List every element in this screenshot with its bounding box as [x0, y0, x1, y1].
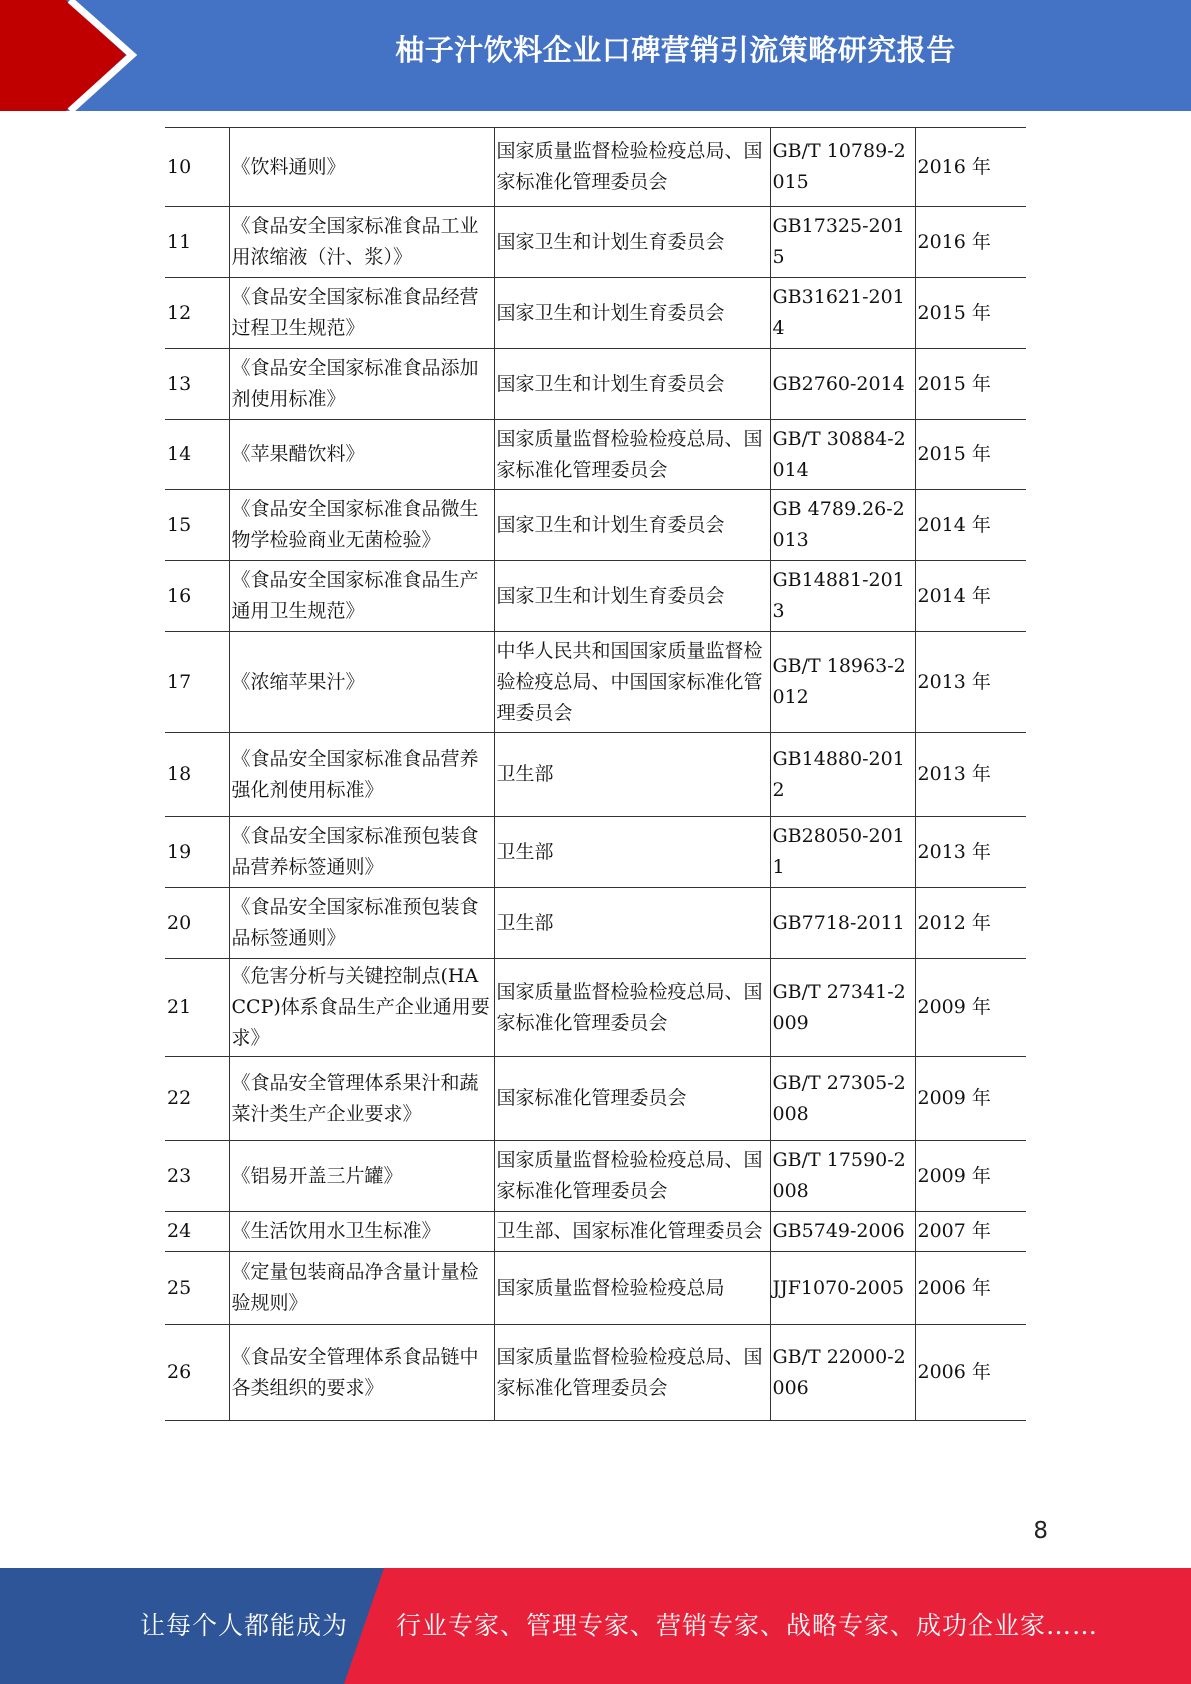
issuing-authority: 国家质量监督检验检疫总局、国家标准化管理委员会	[494, 128, 770, 207]
standard-name: 《定量包装商品净含量计量检验规则》	[229, 1252, 494, 1325]
issuing-authority: 国家质量监督检验检疫总局	[494, 1252, 770, 1325]
implementation-year: 2013 年	[915, 817, 1026, 888]
row-number: 18	[165, 733, 229, 817]
row-number: 10	[165, 128, 229, 207]
row-number	[165, 1212, 229, 1252]
issuing-authority: 国家质量监督检验检疫总局、国家标准化管理委员会	[494, 420, 770, 490]
standard-name: 《食品安全国家标准食品经营过程卫生规范》	[229, 278, 494, 349]
standard-code: GB/T 10789-2015	[770, 128, 915, 207]
standard-name: 《铝易开盖三片罐》	[229, 1141, 494, 1212]
row-number: 26	[165, 1325, 229, 1421]
standard-code: GB14881-2013	[770, 561, 915, 632]
standard-name	[229, 1212, 494, 1252]
footer-slogan-left: 让每个人都能成为	[140, 1611, 349, 1640]
issuing-authority: 国家质量监督检验检疫总局、国家标准化管理委员会	[494, 1141, 770, 1212]
standard-name: 《食品安全国家标准食品添加剂使用标准》	[229, 349, 494, 420]
table-row	[165, 1141, 1026, 1212]
table-row	[165, 632, 1026, 733]
standard-code: GB/T 27305-2008	[770, 1057, 915, 1141]
implementation-year: 2013 年	[915, 632, 1026, 733]
implementation-year: 2009 年	[915, 959, 1026, 1057]
table-row	[165, 1057, 1026, 1141]
table-row	[165, 278, 1026, 349]
issuing-authority: 国家卫生和计划生育委员会	[494, 207, 770, 278]
implementation-year: 2015 年	[915, 278, 1026, 349]
standard-code: GB7718-2011	[770, 888, 915, 959]
implementation-year: 2009 年	[915, 1141, 1026, 1212]
footer-slogan-right: 行业专家、管理专家、营销专家、战略专家、成功企业家……	[396, 1611, 1099, 1640]
implementation-year: 2014 年	[915, 561, 1026, 632]
row-number: 16	[165, 561, 229, 632]
standard-code: GB/T 30884-2014	[770, 420, 915, 490]
standard-code: GB/T 17590-2008	[770, 1141, 915, 1212]
table-row	[165, 817, 1026, 888]
implementation-year: 2015 年	[915, 349, 1026, 420]
implementation-year: 2016 年	[915, 207, 1026, 278]
standard-name: 《苹果醋饮料》	[229, 420, 494, 490]
standard-name: 《食品安全国家标准食品微生物学检验商业无菌检验》	[229, 490, 494, 561]
row-number: 21	[165, 959, 229, 1057]
row-number: 20	[165, 888, 229, 959]
standard-code: GB2760-2014	[770, 349, 915, 420]
table-row	[165, 207, 1026, 278]
issuing-authority: 卫生部	[494, 888, 770, 959]
table-row	[165, 1252, 1026, 1325]
standard-name: 《食品安全国家标准预包装食品营养标签通则》	[229, 817, 494, 888]
cell-text: GB5749-2006	[772, 1220, 905, 1242]
row-number: 23	[165, 1141, 229, 1212]
standard-name: 《食品安全国家标准食品生产通用卫生规范》	[229, 561, 494, 632]
issuing-authority: 国家质量监督检验检疫总局、国家标准化管理委员会	[494, 959, 770, 1057]
table-row	[165, 959, 1026, 1057]
issuing-authority: 卫生部	[494, 817, 770, 888]
standard-name: 《浓缩苹果汁》	[229, 632, 494, 733]
implementation-year: 2006 年	[915, 1252, 1026, 1325]
table-row	[165, 1212, 1026, 1252]
standard-code: GB14880-2012	[770, 733, 915, 817]
table-row	[165, 128, 1026, 207]
row-number: 15	[165, 490, 229, 561]
issuing-authority: 中华人民共和国国家质量监督检验检疫总局、中国国家标准化管理委员会	[494, 632, 770, 733]
issuing-authority: 卫生部	[494, 733, 770, 817]
table-row	[165, 349, 1026, 420]
table-row	[165, 733, 1026, 817]
standard-code: GB/T 22000-2006	[770, 1325, 915, 1421]
table-row	[165, 888, 1026, 959]
standard-name: 《饮料通则》	[229, 128, 494, 207]
standard-name: 《食品安全国家标准预包装食品标签通则》	[229, 888, 494, 959]
page-number: 8	[1033, 1518, 1048, 1544]
table-row	[165, 490, 1026, 561]
standard-code: GB28050-2011	[770, 817, 915, 888]
row-number: 22	[165, 1057, 229, 1141]
standard-name: 《危害分析与关键控制点(HACCP)体系食品生产企业通用要求》	[229, 959, 494, 1057]
standard-code: GB 4789.26-2013	[770, 490, 915, 561]
issuing-authority	[494, 1212, 770, 1252]
row-number: 14	[165, 420, 229, 490]
cell-text: 卫生部、国家标准化管理委员会	[496, 1220, 763, 1242]
issuing-authority: 国家卫生和计划生育委员会	[494, 490, 770, 561]
standard-code: GB/T 27341-2009	[770, 959, 915, 1057]
standard-code: GB/T 18963-2012	[770, 632, 915, 733]
implementation-year	[915, 1212, 1026, 1252]
implementation-year: 2014 年	[915, 490, 1026, 561]
cell-text: 24	[167, 1220, 192, 1242]
standard-name: 《食品安全国家标准食品工业用浓缩液（汁、浆）》	[229, 207, 494, 278]
row-number: 25	[165, 1252, 229, 1325]
header-arrow-decoration	[0, 0, 160, 111]
row-number: 12	[165, 278, 229, 349]
issuing-authority: 国家卫生和计划生育委员会	[494, 278, 770, 349]
standard-name: 《食品安全管理体系食品链中各类组织的要求》	[229, 1325, 494, 1421]
cell-text: 《生活饮用水卫生标准》	[231, 1220, 441, 1242]
page-header	[0, 0, 1191, 111]
row-number: 13	[165, 349, 229, 420]
standard-code: GB17325-2015	[770, 207, 915, 278]
implementation-year: 2013 年	[915, 733, 1026, 817]
report-title: 柚子汁饮料企业口碑营销引流策略研究报告	[395, 33, 956, 67]
standard-code: GB31621-2014	[770, 278, 915, 349]
table-row	[165, 420, 1026, 490]
cell-text: 2007 年	[917, 1220, 991, 1242]
standard-code: JJF1070-2005	[770, 1252, 915, 1325]
implementation-year: 2009 年	[915, 1057, 1026, 1141]
issuing-authority: 国家卫生和计划生育委员会	[494, 349, 770, 420]
standards-table	[165, 127, 1026, 1421]
implementation-year: 2015 年	[915, 420, 1026, 490]
page-footer	[0, 1568, 1191, 1684]
issuing-authority: 国家质量监督检验检疫总局、国家标准化管理委员会	[494, 1325, 770, 1421]
issuing-authority: 国家卫生和计划生育委员会	[494, 561, 770, 632]
issuing-authority: 国家标准化管理委员会	[494, 1057, 770, 1141]
standard-name: 《食品安全管理体系果汁和蔬菜汁类生产企业要求》	[229, 1057, 494, 1141]
standard-code	[770, 1212, 915, 1252]
table-row	[165, 1325, 1026, 1421]
row-number: 11	[165, 207, 229, 278]
standard-name: 《食品安全国家标准食品营养强化剂使用标准》	[229, 733, 494, 817]
implementation-year: 2012 年	[915, 888, 1026, 959]
implementation-year: 2006 年	[915, 1325, 1026, 1421]
row-number: 17	[165, 632, 229, 733]
implementation-year: 2016 年	[915, 128, 1026, 207]
table-row	[165, 561, 1026, 632]
row-number: 19	[165, 817, 229, 888]
